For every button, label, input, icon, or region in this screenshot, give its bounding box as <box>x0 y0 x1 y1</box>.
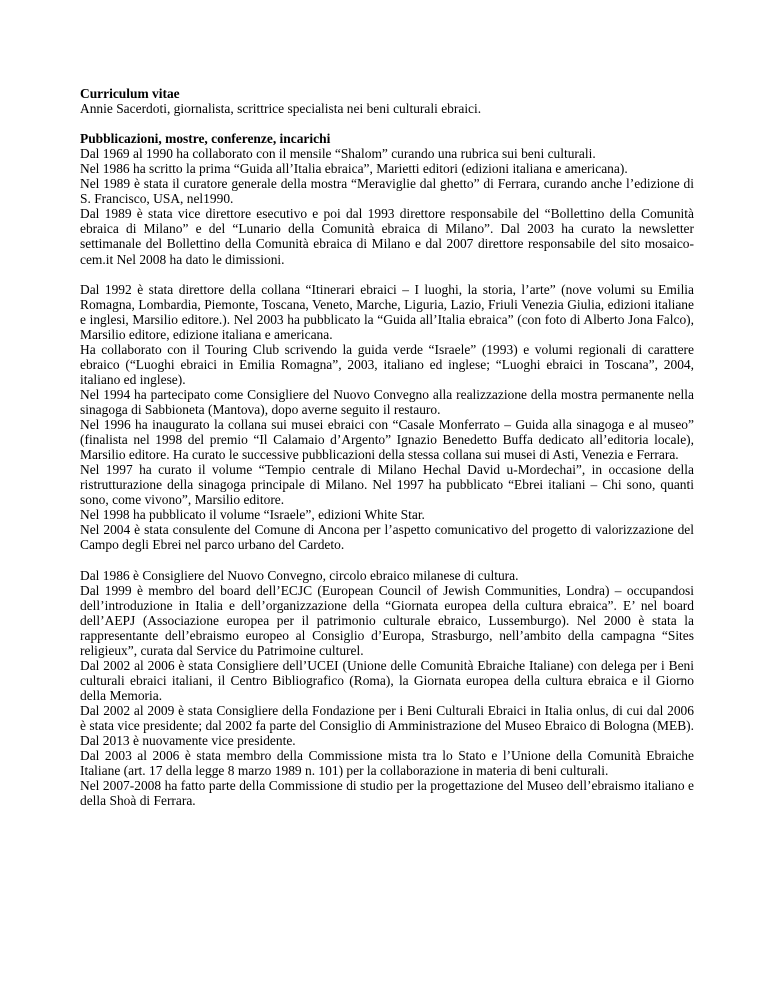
paragraph: Nel 1996 ha inaugurato la collana sui musei ebraici con “Casale Monferrato – Guida alla sinagoga e al museo” (finalista nel 1998 del premio “Il Calamaio d’Argento” Ignazio Benedetto Buffa dedicato all’editoria locale), Marsilio editore. Ha curato le successive pubblicazioni della stessa collana sui musei di Asti, Venezia e Ferrara. <box>80 417 694 463</box>
section-heading: Pubblicazioni, mostre, conferenze, incarichi <box>80 131 331 147</box>
paragraph-spacer <box>80 267 694 282</box>
paragraph: Dal 1992 è stata direttore della collana “Itinerari ebraici – I luoghi, la storia, l’arte” (nove volumi su Emilia Romagna, Lombardia, Piemonte, Toscana, Veneto, Marche, Liguria, Lazio, Friuli Venezia Giulia, edizioni italiane e inglesi, Marsilio editore.). Nel 2003 ha pubblicato la “Guida all’Italia ebraica” (con foto di Alberto Jona Falco), Marsilio editore, edizione italiana e americana. <box>80 281 694 342</box>
paragraph-spacer <box>80 116 694 131</box>
paragraph: Ha collaborato con il Touring Club scrivendo la guida verde “Israele” (1993) e volumi regionali di carattere ebraico (“Luoghi ebraici in Emilia Romagna”, 2003, italiano ed inglese; “Luoghi ebraici in Toscana”, 2004, italiano ed inglese). <box>80 341 694 387</box>
paragraph: Dal 2003 al 2006 è stata membro della Commissione mista tra lo Stato e l’Unione della Comunità Ebraiche Italiane (art. 17 della legge 8 marzo 1989 n. 101) per la collaborazione in materia di beni culturali. <box>80 748 694 779</box>
paragraph: Nel 2004 è stata consulente del Comune di Ancona per l’aspetto comunicativo del progetto di valorizzazione del Campo degli Ebrei nel parco urbano del Cardeto. <box>80 522 694 553</box>
paragraph: Nel 1989 è stata il curatore generale della mostra “Meraviglie dal ghetto” di Ferrara, curando anche l’edizione di S. Francisco, USA, nel1990. <box>80 176 694 207</box>
document-subtitle: Annie Sacerdoti, giornalista, scrittrice specialista nei beni culturali ebraici. <box>80 101 482 117</box>
paragraph: Dal 2002 al 2006 è stata Consigliere dell’UCEI (Unione delle Comunità Ebraiche Italiane) con delega per i Beni culturali ebraici italiani, il Centro Bibliografico (Roma), la Giornata europea della cultura ebraica e il Giorno della Memoria. <box>80 657 694 703</box>
paragraph: Dal 1999 è membro del board dell’ECJC (European Council of Jewish Communities, Londra) – occupandosi dell’introduzione in Italia e dell’organizzazione della “Giornata europea della cultura ebraica”. E’ nel board dell’AEPJ (Associazione europea per il patrimonio culturale ebraico, Lussemburgo). Nel 2000 è stata la rappresentante dell’ebraismo europeo al Consiglio d’Europa, Strasburgo, nell’ambito della campagna “Sites religieux”, curata dal Service du Patrimoine culturel. <box>80 582 694 658</box>
paragraph: Dal 1989 è stata vice direttore esecutivo e poi dal 1993 direttore responsabile del “Bollettino della Comunità ebraica di Milano” e del “Lunario della Comunità ebraica di Milano”. Dal 2003 ha curato la newsletter settimanale del Bollettino della Comunità ebraica di Milano e dal 2007 direttore responsabile del sito mosaico-cem.it Nel 2008 ha dato le dimissioni. <box>80 206 694 267</box>
paragraph: Dal 2002 al 2009 è stata Consigliere della Fondazione per i Beni Culturali Ebraici in Italia onlus, di cui dal 2006 è stata vice presidente; dal 2002 fa parte del Consiglio di Amministrazione del Museo Ebraico di Bologna (MEB). Dal 2013 è nuovamente vice presidente. <box>80 702 694 749</box>
paragraph-spacer <box>80 552 694 567</box>
paragraph: Dal 1969 al 1990 ha collaborato con il mensile “Shalom” curando una rubrica sui beni culturali. <box>80 146 596 162</box>
document-title: Curriculum vitae <box>80 86 180 101</box>
paragraph: Nel 1994 ha partecipato come Consigliere del Nuovo Convegno alla realizzazione della mostra permanente nella sinagoga di Sabbioneta (Mantova), dopo averne seguito il restauro. <box>80 386 694 417</box>
paragraph: Nel 2007-2008 ha fatto parte della Commissione di studio per la progettazione del Museo dell’ebraismo italiano e della Shoà di Ferrara. <box>80 778 694 809</box>
paragraph: Nel 1997 ha curato il volume “Tempio centrale di Milano Hechal David u-Mordechai”, in occasione della ristrutturazione della sinagoga principale di Milano. Nel 1997 ha pubblicato “Ebrei italiani – Chi sono, quanti sono, come vivono”, Marsilio editore. <box>80 462 694 508</box>
document-page <box>80 86 694 808</box>
paragraph: Nel 1986 ha scritto la prima “Guida all’Italia ebraica”, Marietti editori (edizioni italiana e americana). <box>80 161 628 177</box>
paragraph: Nel 1998 ha pubblicato il volume “Israele”, edizioni White Star. <box>80 507 425 523</box>
paragraph: Dal 1986 è Consigliere del Nuovo Convegno, circolo ebraico milanese di cultura. <box>80 567 519 583</box>
